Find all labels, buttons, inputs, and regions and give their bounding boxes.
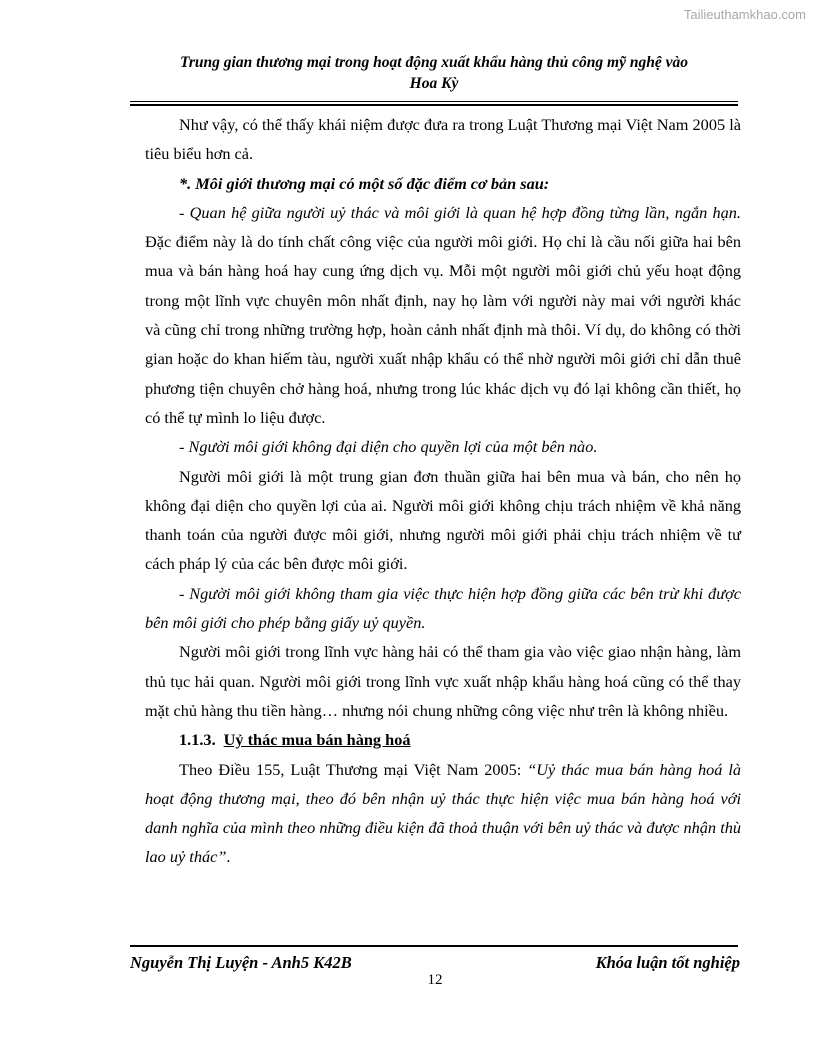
paragraph-text: Đặc điểm này là do tính chất công việc của người môi giới. Họ chỉ là cầu nối giữa hai bên mua và bán hàng hoá hay cung ứng dịch vụ. Mỗi một người môi giới chủ yếu hoạt động trong một lĩnh vực chuyên môn nhất định, nay họ làm với người này mai với người khác và cũng chỉ trong những trường hợp, hoàn cảnh nhất định mà thôi. Ví dụ, do không có thời gian hoặc do khan hiếm tàu, người xuất nhập khẩu có thể nhờ người môi giới chỉ dẫn thuê phương tiện chuyên chở hàng hoá, nhưng trong lúc khác dịch vụ đó lại không cần thiết, họ có thể tự mình lo liệu được.	[145, 232, 741, 427]
footer-doc-type: Khóa luận tốt nghiệp	[595, 953, 740, 972]
heading-title: Uỷ thác mua bán hàng hoá	[223, 730, 411, 750]
watermark-text: Tailieuthamkhao.com	[683, 7, 806, 22]
section-label: *. Môi giới thương mại có một số đặc điểm cơ bản sau:	[179, 173, 550, 193]
paragraph-end: .	[226, 847, 231, 867]
document-body	[145, 110, 741, 872]
italic-point: - Người môi giới không đại diện cho quyền lợi của một bên nào.	[179, 437, 598, 457]
paragraph: Như vậy, có thể thấy khái niệm được đưa ra trong Luật Thương mại Việt Nam 2005 là tiêu biểu hơn cả.	[145, 115, 741, 164]
footer-divider	[130, 945, 738, 947]
quote-text: “Uỷ thác mua bán hàng hoá là hoạt động thương mại, theo đó bên nhận uỷ thác thực hiện việc mua bán hàng hoá với danh nghĩa của mình theo những điều kiện đã thoả thuận với bên uỷ thác và được nhận thù lao uỷ thác”	[145, 759, 741, 867]
page-number: 12	[427, 972, 443, 988]
page-header	[130, 52, 738, 94]
header-title-line2: Hoa Kỳ	[409, 75, 459, 92]
paragraph: Người môi giới trong lĩnh vực hàng hải có thể tham gia vào việc giao nhận hàng, làm thủ tục hải quan. Người môi giới trong lĩnh vực xuất nhập khẩu hàng hoá cũng có thể thay mặt chủ hàng thu tiền hàng… nhưng nói chung những công việc như trên là không nhiều.	[145, 642, 741, 720]
italic-point: - Người môi giới không tham gia việc thực hiện hợp đồng giữa các bên trừ khi được bên môi giới cho phép bằng giấy uỷ quyền.	[145, 583, 741, 633]
footer-author: Nguyễn Thị Luyện - Anh5 K42B	[130, 953, 352, 972]
italic-lead: - Quan hệ giữa người uỷ thác và môi giới là quan hệ hợp đồng từng lần, ngắn hạn.	[179, 202, 741, 222]
section-heading	[145, 725, 741, 754]
paragraph	[145, 755, 741, 872]
paragraph: Người môi giới là một trung gian đơn thuần giữa hai bên mua và bán, cho nên họ không đại diện cho quyền lợi của ai. Người môi giới không chịu trách nhiệm về khả năng thanh toán của người được môi giới, nhưng người môi giới phải chịu trách nhiệm về tư cách pháp lý của các bên được môi giới.	[145, 466, 741, 574]
heading-number: 1.1.3.	[179, 730, 216, 750]
header-divider	[130, 101, 738, 106]
header-title-line1: Trung gian thương mại trong hoạt động xuất khẩu hàng thủ công mỹ nghệ vào	[179, 54, 688, 71]
paragraph	[145, 198, 741, 432]
paragraph-text: Theo Điều 155, Luật Thương mại Việt Nam 2005:	[179, 759, 528, 779]
